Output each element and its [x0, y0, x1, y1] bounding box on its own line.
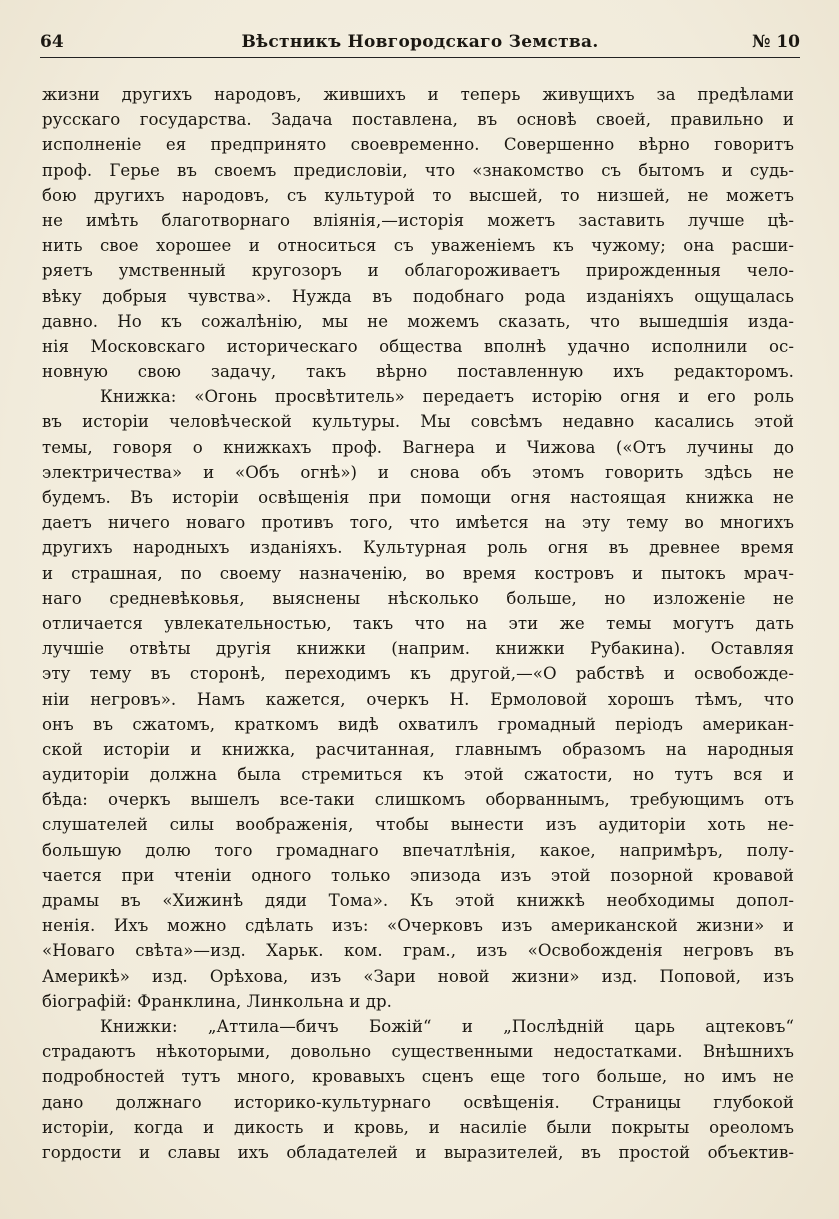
text-line: чается при чтеніи одного только эпизода изъ этой позорной кровавой — [42, 865, 794, 885]
text-line: отличается увлекательностью, такъ что на эти же темы могутъ дать — [42, 613, 794, 633]
text-line: большую долю того громаднаго впечатлѣнія, какое, напримѣръ, полу- — [42, 840, 794, 860]
text-line: слушателей силы воображенія, чтобы вынести изъ аудиторіи хоть не- — [42, 815, 794, 835]
header-rule — [40, 57, 800, 58]
text-line: русскаго государства. Задача поставлена, въ основѣ своей, правильно и — [42, 110, 794, 130]
text-line: новную свою задачу, такъ вѣрно поставленную ихъ редакторомъ. — [42, 362, 794, 382]
page-number: 64 — [40, 32, 64, 52]
text-line: не имѣть благотворнаго вліянія,—исторія можетъ заставить лучше цѣ- — [42, 210, 794, 230]
text-line: гордости и славы ихъ обладателей и выразителей, въ простой объектив- — [42, 1142, 794, 1162]
text-line: ряетъ умственный кругозоръ и облагороживаетъ прирожденныя чело- — [42, 261, 794, 281]
text-line: дано должнаго историко-культурнаго освѣщенія. Страницы глубокой — [42, 1092, 794, 1112]
text-line: нія Московскаго историческаго общества вполнѣ удачно исполнили ос- — [42, 336, 794, 356]
text-line: подробностей тутъ много, кровавыхъ сценъ еще того больше, но имъ не — [42, 1067, 794, 1087]
text-line: біографій: Франклина, Линкольна и др. — [42, 991, 392, 1011]
text-line: жизни другихъ народовъ, жившихъ и теперь живущихъ за предѣлами — [42, 85, 794, 104]
text-line: онъ въ сжатомъ, краткомъ видѣ охватилъ громадный періодъ американ- — [42, 714, 794, 734]
text-line: эту тему въ сторонѣ, переходимъ къ другой,—«О рабствѣ и освобожде- — [42, 664, 794, 684]
text-line: бѣда: очеркъ вышелъ все-таки слишкомъ оборваннымъ, требующимъ отъ — [42, 790, 794, 810]
text-line: давно. Но къ сожалѣнію, мы не можемъ сказать, что вышедшія изда- — [42, 311, 794, 331]
text-line: Книжки: „Аттила—бичъ Божій“ и „Послѣдній царь ацтековъ“ — [100, 1016, 794, 1036]
text-line: даетъ ничего новаго противъ того, что имѣется на эту тему во многихъ — [42, 513, 794, 533]
paragraph-1 — [42, 82, 794, 384]
text-line: проф. Герье въ своемъ предисловіи, что «знакомство съ бытомъ и судь- — [42, 160, 794, 180]
text-line: другихъ народныхъ изданіяхъ. Культурная роль огня въ древнее время — [42, 538, 794, 558]
text-line: ненія. Ихъ можно сдѣлать изъ: «Очерковъ изъ американской жизни» и — [42, 916, 794, 936]
text-line: будемъ. Въ исторіи освѣщенія при помощи огня настоящая книжка не — [42, 488, 794, 507]
text-line: драмы въ «Хижинѣ дяди Тома». Къ этой книжкѣ необходимы допол- — [42, 891, 794, 910]
text-line: нить свое хорошее и относиться съ уваженіемъ къ чужому; она расши- — [42, 236, 794, 256]
text-line: наго средневѣковья, выяснены нѣсколько больше, но изложеніе не — [42, 588, 794, 608]
text-line: бою другихъ народовъ, съ культурой то высшей, то низшей, не можетъ — [42, 185, 794, 205]
text-line: темы, говоря о книжкахъ проф. Вагнера и Чижова («Отъ лучины до — [42, 437, 794, 457]
article-body — [42, 82, 794, 1165]
text-line: ніи негровъ». Намъ кажется, очеркъ Н. Ермоловой хорошъ тѣмъ, что — [42, 689, 794, 709]
text-line: вѣку добрыя чувства». Нужда въ подобнаго рода изданіяхъ ощущалась — [42, 286, 794, 306]
text-line: лучшіе отвѣты другія книжки (наприм. книжки Рубакина). Оставляя — [42, 639, 794, 659]
text-line: исполненіе ея предпринято своевременно. Совершенно вѣрно говоритъ — [42, 135, 794, 155]
journal-title: Вѣстникъ Новгородскаго Земства. — [241, 32, 599, 52]
text-line: страдаютъ нѣкоторыми, довольно существенными недостатками. Внѣшнихъ — [42, 1042, 794, 1062]
text-line: Книжка: «Огонь просвѣтитель» передаетъ исторію огня и его роль — [100, 387, 794, 407]
text-line: исторіи, когда и дикость и кровь, и насиліе были покрыты ореоломъ — [42, 1117, 794, 1137]
issue-number: № 10 — [751, 32, 800, 52]
text-line: «Новаго свѣта»—изд. Харьк. ком. грам., изъ «Освобожденія негровъ въ — [42, 941, 794, 961]
text-line: и страшная, по своему назначенію, во время костровъ и пытокъ мрач- — [42, 563, 794, 583]
text-line: ской исторіи и книжка, расчитанная, главнымъ образомъ на народныя — [42, 739, 794, 759]
text-line: въ исторіи человѣческой культуры. Мы совсѣмъ недавно касались этой — [42, 412, 794, 432]
text-line: Америкѣ» изд. Орѣхова, изъ «Зари новой жизни» изд. Поповой, изъ — [42, 966, 794, 986]
paragraph-3 — [42, 1014, 794, 1165]
page-header — [40, 28, 800, 60]
text-line: электричества» и «Объ огнѣ») и снова объ этомъ говорить здѣсь не — [42, 462, 794, 482]
paragraph-2 — [42, 384, 794, 1014]
text-line: аудиторіи должна была стремиться къ этой сжатости, но тутъ вся и — [42, 765, 794, 785]
